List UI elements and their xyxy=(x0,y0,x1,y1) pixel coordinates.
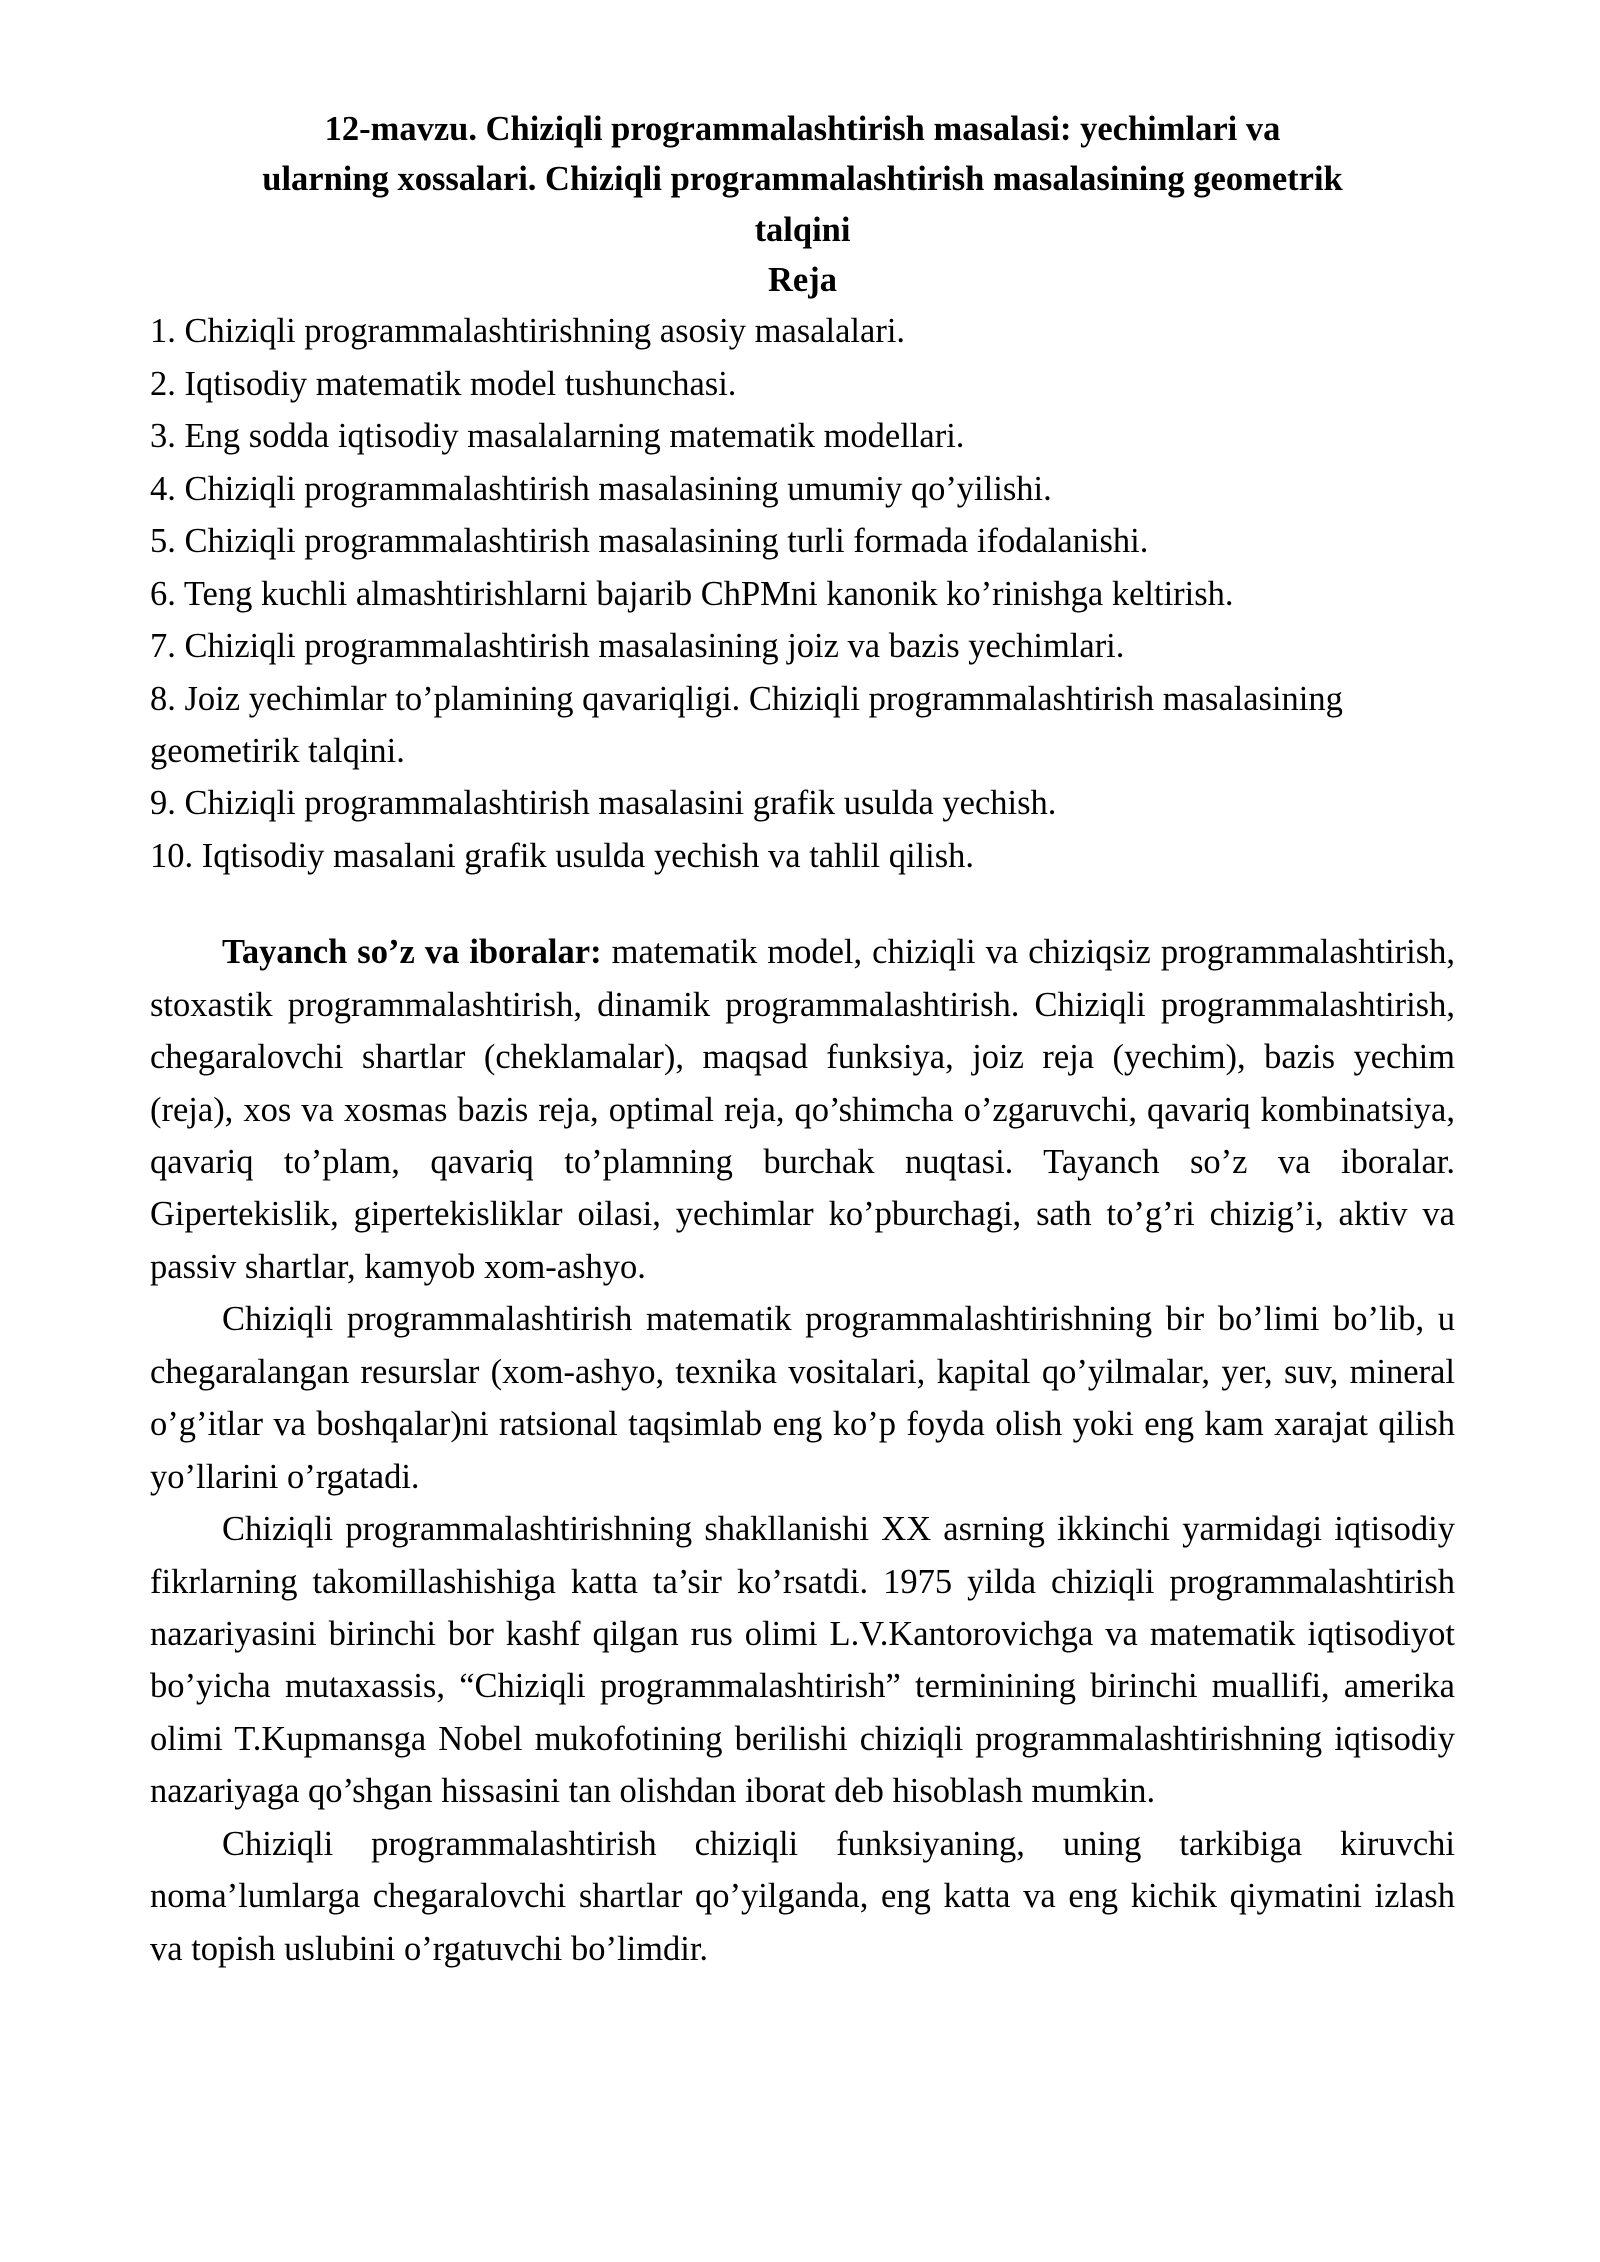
plan-item: 7. Chiziqli programmalashtirish masalasining joiz va bazis yechimlari. xyxy=(150,627,1125,666)
title-line-3: talqini xyxy=(754,210,851,249)
keywords-paragraph xyxy=(150,926,1455,1293)
body-paragraph: Chiziqli programmalashtirish matematik programmalashtirishning bir bo’limi bo’lib, u chegaralangan resurslar (xom-ashyo, texnika vositalari, kapital qo’yilmalar, yer, suv, mineral o’g’itlar va boshqalar)ni ratsional taqsimlab eng ko’p foyda olish yoki eng kam xarajat qilish yo’llarini o’rgatadi. xyxy=(150,1300,1455,1496)
plan-heading: Reja xyxy=(768,261,837,300)
section-spacer xyxy=(150,882,1455,926)
keywords-label: Tayanch so’z va iboralar: xyxy=(222,933,602,972)
plan-item: 6. Teng kuchli almashtirishlarni bajarib ChPMni kanonik ko’rinishga keltirish. xyxy=(150,574,1234,613)
plan-item: 2. Iqtisodiy matematik model tushunchasi. xyxy=(150,364,737,403)
plan-item: 3. Eng sodda iqtisodiy masalalarning matematik modellari. xyxy=(150,417,965,456)
plan-item: 9. Chiziqli programmalashtirish masalasini grafik usulda yechish. xyxy=(150,784,1057,823)
title-line-2: ularning xossalari. Chiziqli programmalashtirish masalasining geometrik xyxy=(262,160,1343,199)
plan-list xyxy=(150,305,1455,882)
plan-item: 1. Chiziqli programmalashtirishning asosiy masalalari. xyxy=(150,312,906,351)
plan-item: 4. Chiziqli programmalashtirish masalasining umumiy qo’yilishi. xyxy=(150,469,1052,508)
document-body xyxy=(150,104,1455,1975)
plan-item: 8. Joiz yechimlar to’plamining qavariqligi. Chiziqli programmalashtirish masalasining geometirik talqini. xyxy=(150,679,1343,770)
keywords-body: matematik model, chiziqli va chiziqsiz programmalashtirish, stoxastik programmalashtirish, dinamik programmalashtirish. Chiziqli programmalashtirish, chegaralovchi shartlar (cheklamalar), maqsad funksiya, joiz reja (yechim), bazis yechim (reja), xos va xosmas bazis reja, optimal reja, qo’shimcha o’zgaruvchi, qavariq kombinatsiya, qavariq to’plam, qavariq to’plamning burchak nuqtasi. Tayanch so’z va iboralar. Gipertekislik, gipertekisliklar oilasi, yechimlar ko’pburchagi, sath to’g’ri chizig’i, aktiv va passiv shartlar, kamyob xom-ashyo. xyxy=(150,933,1456,1286)
plan-item: 5. Chiziqli programmalashtirish masalasining turli formada ifodalanishi. xyxy=(150,522,1149,561)
body-paragraph: Chiziqli programmalashtirishning shakllanishi XX asrning ikkinchi yarmidagi iqtisodiy fikrlarning takomillashishiga katta ta’sir ko’rsatdi. 1975 yilda chiziqli programmalashtirish nazariyasini birinchi bor kashf qilgan rus olimi L.V.Kantorovichga va matematik iqtisodiyot bo’yicha mutaxassis, “Chiziqli programmalashtirish” terminining birinchi muallifi, amerika olimi T.Kupmansga Nobel mukofotining berilishi chiziqli programmalashtirishning iqtisodiy nazariyaga qo’shgan hissasini tan olishdan iborat deb hisoblash mumkin. xyxy=(150,1510,1455,1811)
body-paragraph: Chiziqli programmalashtirish chiziqli funksiyaning, uning tarkibiga kiruvchi noma’lumlarga chegaralovchi shartlar qo’yilganda, eng katta va eng kichik qiymatini izlash va topish uslubini o’rgatuvchi bo’limdir. xyxy=(150,1824,1455,1968)
document-title xyxy=(150,104,1455,255)
plan-item: 10. Iqtisodiy masalani grafik usulda yechish va tahlil qilish. xyxy=(150,836,975,875)
title-line-1: 12-mavzu. Chiziqli programmalashtirish masalasi: yechimlari va xyxy=(324,110,1281,148)
